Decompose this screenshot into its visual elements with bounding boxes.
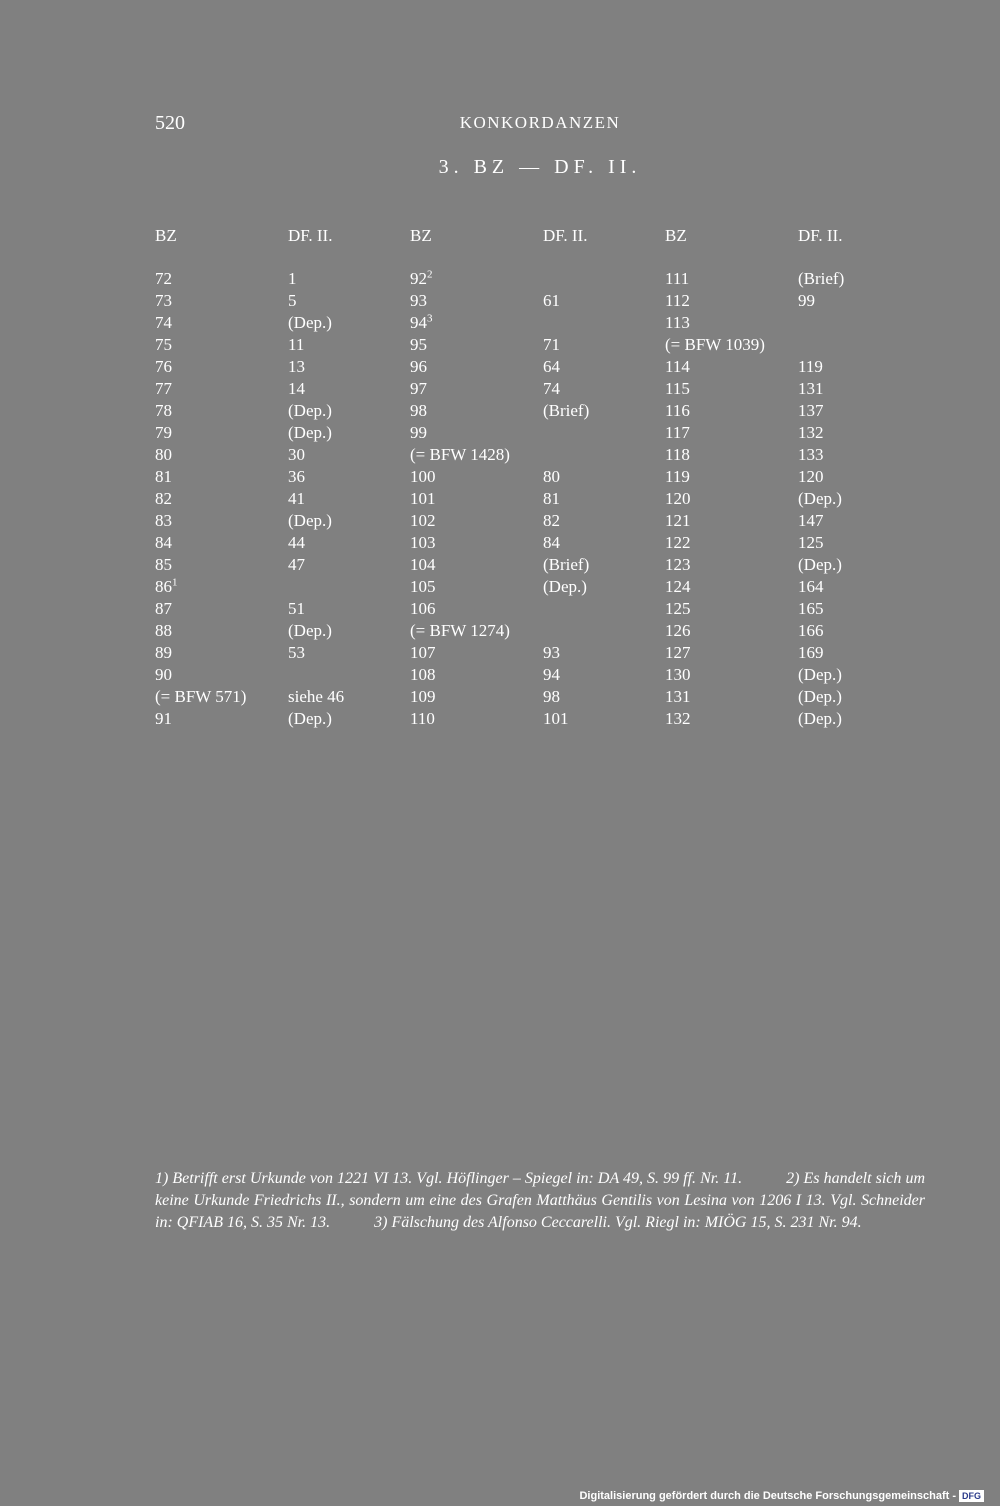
bz-value: 127	[665, 643, 691, 662]
bz-cell	[410, 664, 436, 686]
footnote-3: 3) Fälschung des Alfonso Ceccarelli. Vgl. Riegl in: MIÖG 15, S. 231 Nr. 94.	[374, 1214, 862, 1231]
bz-cell	[410, 488, 436, 510]
bz-cell	[410, 312, 433, 334]
bz-value: 99	[410, 423, 427, 442]
column-header: DF. II.	[288, 226, 333, 245]
df-cell: 81	[543, 489, 560, 508]
dfg-logo: DFG	[959, 1490, 984, 1502]
bz-value: 121	[665, 511, 691, 530]
bz-cell	[410, 510, 436, 532]
bz-value: 118	[665, 445, 690, 464]
bz-value: 75	[155, 335, 172, 354]
bz-cell	[410, 466, 436, 488]
bz-value: 114	[665, 357, 690, 376]
df-cell: 41	[288, 489, 305, 508]
dfg-banner-text: Digitalisierung gefördert durch die Deutsche Forschungsgemeinschaft -	[579, 1490, 956, 1502]
bz-value: 96	[410, 357, 427, 376]
df-cell: 165	[798, 599, 824, 618]
bz-cell	[155, 708, 172, 730]
df-cell: (Dep.)	[288, 401, 332, 420]
page-number: 520	[155, 112, 185, 134]
df-cell: (Dep.)	[288, 621, 332, 640]
bz-cell	[665, 598, 691, 620]
bz-value: 72	[155, 269, 172, 288]
bz-value: 101	[410, 489, 436, 508]
running-head: KONKORDANZEN	[459, 113, 621, 132]
bz-cell	[410, 444, 510, 466]
df-cell: 13	[288, 357, 305, 376]
df-cell: 98	[543, 687, 560, 706]
df-cell: (Brief)	[543, 555, 590, 574]
df-cell: 14	[288, 379, 305, 398]
df-cell: 137	[798, 401, 824, 420]
bz-value: 109	[410, 687, 436, 706]
bz-value: 85	[155, 555, 172, 574]
bz-cell	[410, 268, 433, 290]
bz-cell	[665, 400, 690, 422]
bz-cell	[410, 356, 427, 378]
bz-value: 126	[665, 621, 691, 640]
bz-cell	[155, 510, 172, 532]
bz-value: 73	[155, 291, 172, 310]
bz-value: 105	[410, 577, 436, 596]
bz-value: 88	[155, 621, 172, 640]
df-cell: 44	[288, 533, 305, 552]
df-cell: 30	[288, 445, 305, 464]
bz-cell	[665, 510, 691, 532]
bz-value: 111	[665, 269, 690, 288]
bz-cell	[665, 576, 691, 598]
bz-cell	[410, 532, 436, 554]
bz-value: 78	[155, 401, 172, 420]
footnote-ref: 2	[427, 268, 433, 281]
df-cell: 80	[543, 467, 560, 486]
bz-cell	[155, 268, 172, 290]
bz-value: 79	[155, 423, 172, 442]
bz-cell	[665, 488, 691, 510]
df-cell: 82	[543, 511, 560, 530]
df-cell: 61	[543, 291, 560, 310]
bz-cell	[665, 334, 765, 356]
bz-cell	[155, 400, 172, 422]
bz-cell	[155, 422, 172, 444]
bz-cell	[155, 444, 172, 466]
df-cell: 36	[288, 467, 305, 486]
bz-cell	[665, 466, 690, 488]
bz-value: 115	[665, 379, 690, 398]
bz-value: (= BFW 1039)	[665, 335, 765, 354]
bz-cell	[410, 400, 427, 422]
bz-value: (= BFW 1428)	[410, 445, 510, 464]
bz-cell	[155, 532, 172, 554]
bz-value: 94	[410, 313, 427, 332]
bz-cell	[665, 620, 691, 642]
footnote-ref: 1	[172, 576, 178, 589]
df-cell: (Dep.)	[288, 313, 332, 332]
bz-value: 117	[665, 423, 690, 442]
bz-value: 74	[155, 313, 172, 332]
bz-value: 112	[665, 291, 690, 310]
bz-cell	[155, 290, 172, 312]
footnotes	[155, 1168, 925, 1234]
bz-value: 84	[155, 533, 172, 552]
bz-cell	[155, 334, 172, 356]
bz-cell	[155, 312, 172, 334]
bz-value: 81	[155, 467, 172, 486]
df-cell: (Dep.)	[798, 489, 842, 508]
bz-cell	[410, 642, 436, 664]
df-cell: 120	[798, 467, 824, 486]
df-cell: 71	[543, 335, 560, 354]
column-header: BZ	[155, 226, 177, 245]
bz-value: 103	[410, 533, 436, 552]
bz-value: 125	[665, 599, 691, 618]
df-cell: 93	[543, 643, 560, 662]
bz-cell	[410, 686, 436, 708]
bz-cell	[410, 576, 436, 598]
df-cell: (Dep.)	[543, 577, 587, 596]
bz-cell	[665, 708, 691, 730]
bz-value: 91	[155, 709, 172, 728]
df-cell: 94	[543, 665, 560, 684]
df-cell: 133	[798, 445, 824, 464]
bz-value: 87	[155, 599, 172, 618]
bz-value: (= BFW 1274)	[410, 621, 510, 640]
bz-value: 110	[410, 709, 435, 728]
df-cell: 164	[798, 577, 824, 596]
df-cell: 5	[288, 291, 297, 310]
bz-cell	[665, 378, 690, 400]
df-cell: 101	[543, 709, 569, 728]
bz-cell	[155, 554, 172, 576]
bz-cell	[410, 290, 427, 312]
bz-value: 131	[665, 687, 691, 706]
bz-value: 106	[410, 599, 436, 618]
df-cell: (Dep.)	[798, 665, 842, 684]
bz-cell	[155, 466, 172, 488]
df-cell: siehe 46	[288, 687, 345, 706]
bz-value: 80	[155, 445, 172, 464]
bz-cell	[665, 290, 690, 312]
bz-cell	[665, 664, 691, 686]
bz-cell	[665, 444, 690, 466]
df-cell: 166	[798, 621, 824, 640]
df-cell: 125	[798, 533, 824, 552]
bz-cell	[155, 620, 172, 642]
footnote-1: 1) Betrifft erst Urkunde von 1221 VI 13. Vgl. Höflinger – Spiegel in: DA 49, S. 99 ff. Nr. 11.	[155, 1170, 743, 1187]
df-cell: 47	[288, 555, 305, 574]
bz-value: (= BFW 571)	[155, 687, 247, 706]
df-cell: (Dep.)	[798, 687, 842, 706]
bz-cell	[665, 312, 690, 334]
bz-value: 107	[410, 643, 436, 662]
df-cell: 131	[798, 379, 824, 398]
bz-cell	[155, 356, 172, 378]
bz-value: 92	[410, 269, 427, 288]
bz-cell	[155, 686, 246, 708]
df-cell: (Dep.)	[288, 423, 332, 442]
bz-value: 102	[410, 511, 436, 530]
bz-cell	[665, 356, 690, 378]
df-cell: 53	[288, 643, 305, 662]
df-cell: 119	[798, 357, 823, 376]
bz-value: 93	[410, 291, 427, 310]
column-header: DF. II.	[798, 226, 843, 245]
bz-cell	[665, 422, 690, 444]
bz-cell	[410, 554, 436, 576]
bz-value: 123	[665, 555, 691, 574]
df-cell: (Dep.)	[798, 709, 842, 728]
df-cell: 11	[288, 335, 305, 354]
df-cell: (Dep.)	[288, 709, 332, 728]
column-header: DF. II.	[543, 226, 588, 245]
bz-value: 76	[155, 357, 172, 376]
df-cell: 64	[543, 357, 560, 376]
df-cell: 99	[798, 291, 815, 310]
bz-value: 83	[155, 511, 172, 530]
column-header: BZ	[410, 226, 432, 245]
bz-value: 98	[410, 401, 427, 420]
bz-value: 130	[665, 665, 691, 684]
bz-cell	[410, 422, 427, 444]
bz-value: 116	[665, 401, 690, 420]
df-cell: 169	[798, 643, 824, 662]
bz-value: 119	[665, 467, 690, 486]
bz-cell	[155, 576, 178, 598]
bz-value: 104	[410, 555, 436, 574]
bz-cell	[410, 620, 510, 642]
bz-cell	[410, 334, 427, 356]
bz-cell	[665, 642, 691, 664]
dfg-banner	[579, 1490, 984, 1502]
bz-cell	[665, 532, 691, 554]
bz-value: 95	[410, 335, 427, 354]
bz-value: 90	[155, 665, 172, 684]
bz-cell	[155, 488, 172, 510]
bz-value: 89	[155, 643, 172, 662]
bz-cell	[665, 554, 691, 576]
bz-value: 108	[410, 665, 436, 684]
df-cell: 147	[798, 511, 824, 530]
bz-cell	[155, 664, 172, 686]
bz-cell	[410, 708, 435, 730]
bz-cell	[155, 598, 172, 620]
df-cell: (Brief)	[798, 269, 845, 288]
bz-value: 124	[665, 577, 691, 596]
footnote-2: 2) Es handelt sich um keine Urkunde Friedrichs II., sondern um eine des Grafen Matthäus Gentilis von Lesina von 1206 I 13. Vgl. Schneider in: QFIAB 16, S. 35 Nr. 13.	[155, 1170, 926, 1231]
bz-value: 82	[155, 489, 172, 508]
df-cell: 84	[543, 533, 560, 552]
df-cell: 51	[288, 599, 305, 618]
bz-value: 77	[155, 379, 172, 398]
df-cell: 74	[543, 379, 560, 398]
bz-value: 120	[665, 489, 691, 508]
df-cell: (Brief)	[543, 401, 590, 420]
df-cell: 132	[798, 423, 824, 442]
footnote-ref: 3	[427, 312, 433, 325]
bz-value: 100	[410, 467, 436, 486]
bz-cell	[665, 686, 691, 708]
bz-cell	[665, 268, 689, 290]
df-cell: 1	[288, 269, 297, 288]
bz-cell	[155, 378, 172, 400]
bz-value: 122	[665, 533, 691, 552]
section-title: 3. BZ — DF. II.	[438, 156, 642, 178]
bz-cell	[155, 642, 172, 664]
column-header: BZ	[665, 226, 687, 245]
bz-value: 97	[410, 379, 427, 398]
bz-value: 132	[665, 709, 691, 728]
bz-cell	[410, 378, 427, 400]
bz-value: 86	[155, 577, 172, 596]
df-cell: (Dep.)	[288, 511, 332, 530]
bz-cell	[410, 598, 436, 620]
bz-value: 113	[665, 313, 690, 332]
df-cell: (Dep.)	[798, 555, 842, 574]
